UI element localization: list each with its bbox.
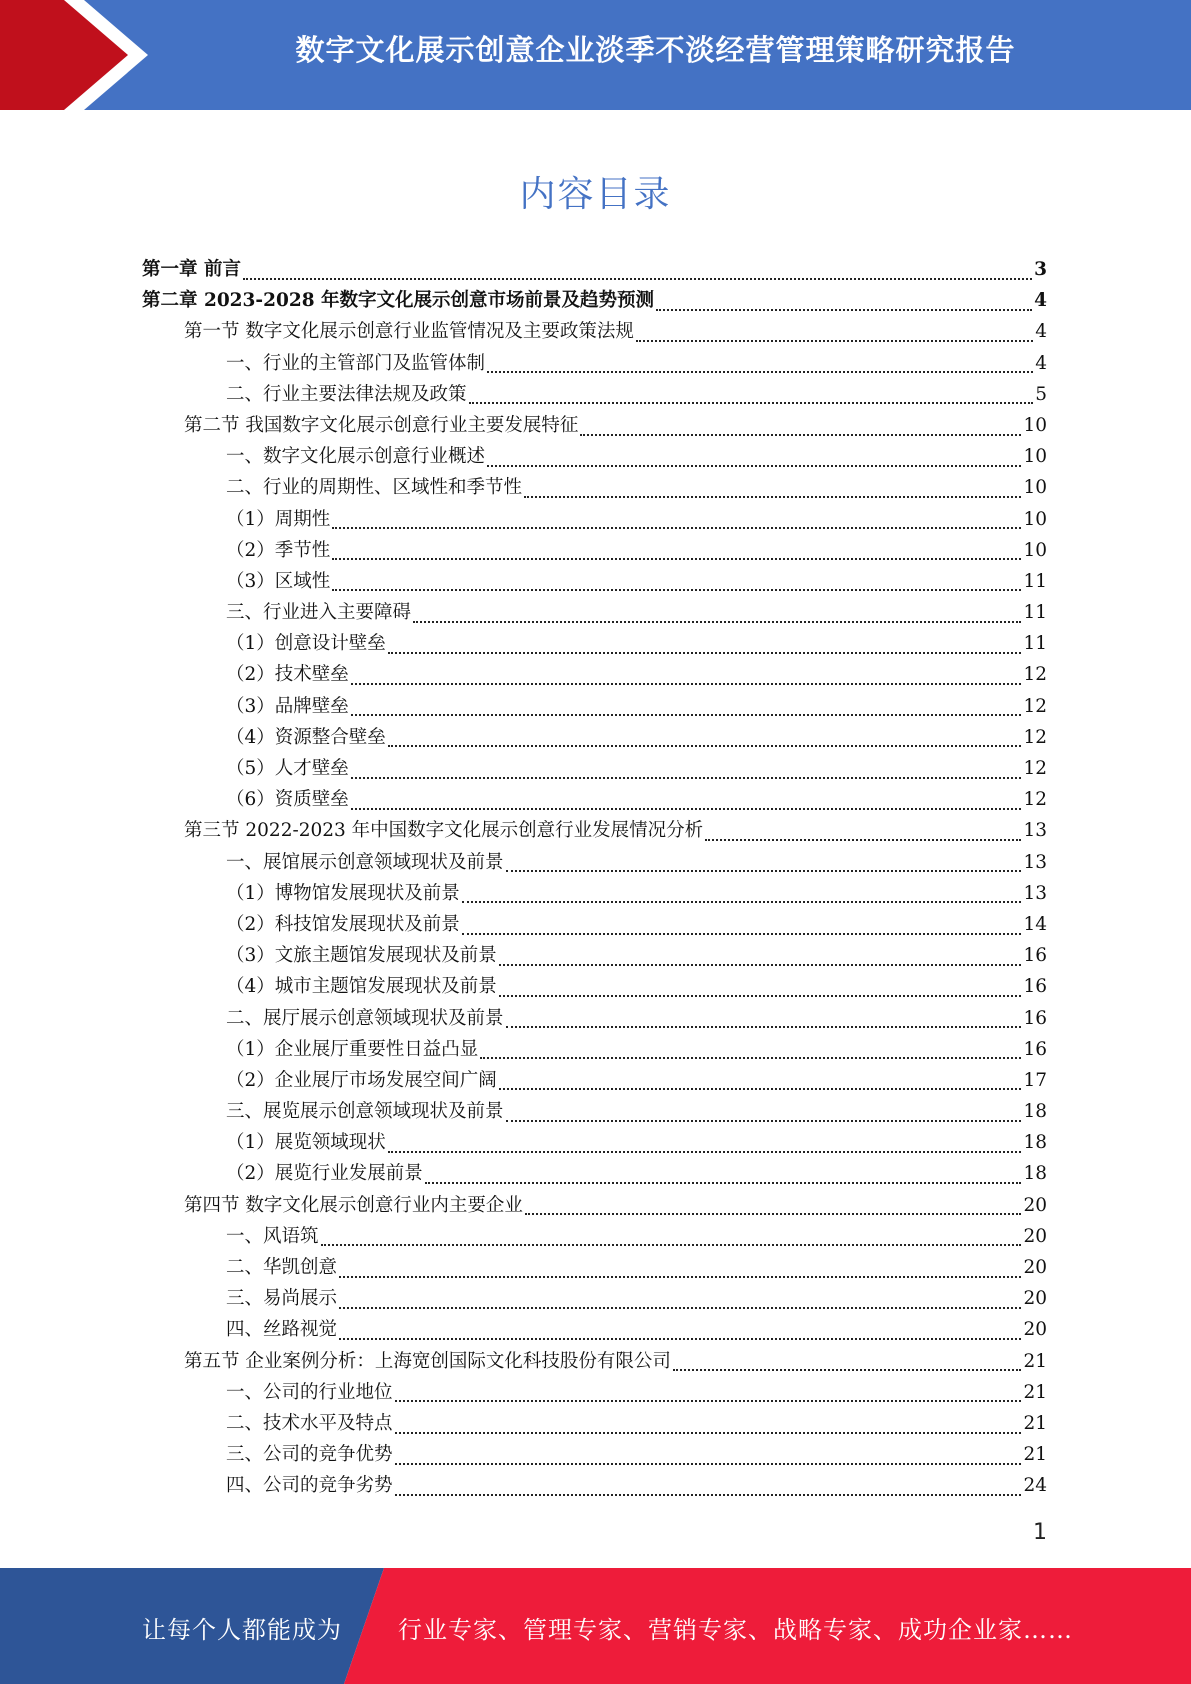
toc-dot-leader bbox=[469, 402, 1034, 404]
toc-entry[interactable] bbox=[142, 1439, 1047, 1470]
toc-entry-label: （1）博物馆发展现状及前景 bbox=[226, 882, 460, 904]
toc-entry-label: 第二节 我国数字文化展示创意行业主要发展特征 bbox=[184, 414, 579, 436]
toc-entry-label: 第三节 2022-2023 年中国数字文化展示创意行业发展情况分析 bbox=[184, 820, 704, 842]
toc-entry-label: 二、华凯创意 bbox=[226, 1257, 338, 1278]
toc-entry-label: （1）企业展厅重要性日益凸显 bbox=[226, 1038, 479, 1060]
toc-entry-page: 4 bbox=[1035, 321, 1047, 343]
toc-entry-label: （1）展览领域现状 bbox=[226, 1132, 386, 1154]
report-title: 数字文化展示创意企业淡季不淡经营管理策略研究报告 bbox=[295, 33, 1016, 67]
toc-entry-page: 12 bbox=[1023, 758, 1047, 779]
toc-entry-page: 21 bbox=[1023, 1412, 1047, 1434]
toc-dot-leader bbox=[506, 870, 1022, 872]
toc-entry[interactable] bbox=[142, 472, 1047, 503]
table-of-contents bbox=[142, 254, 1047, 1502]
page-number: 1 bbox=[1033, 1520, 1047, 1545]
toc-dot-leader bbox=[705, 839, 1021, 841]
toc-heading: 内容目录 bbox=[519, 174, 672, 215]
toc-entry-label: （5）人才壁垒 bbox=[226, 758, 349, 779]
toc-entry-page: 13 bbox=[1023, 882, 1047, 904]
toc-dot-leader bbox=[351, 777, 1022, 779]
toc-dot-leader bbox=[243, 278, 1032, 280]
toc-entry-label: （1）创意设计壁垒 bbox=[226, 633, 386, 655]
toc-entry-label: 一、行业的主管部门及监管体制 bbox=[226, 352, 486, 374]
toc-entry[interactable] bbox=[142, 1314, 1047, 1345]
toc-entry[interactable] bbox=[142, 628, 1047, 659]
toc-dot-leader bbox=[388, 1151, 1022, 1153]
toc-entry-label: （2）企业展厅市场发展空间广阔 bbox=[226, 1069, 497, 1091]
toc-dot-leader bbox=[580, 434, 1021, 436]
toc-entry-label: （2）科技馆发展现状及前景 bbox=[226, 913, 460, 935]
toc-entry-label: 三、展览展示创意领域现状及前景 bbox=[226, 1101, 504, 1123]
toc-entry[interactable] bbox=[142, 1158, 1047, 1189]
toc-entry-label: （6）资质壁垒 bbox=[226, 789, 349, 811]
toc-entry[interactable] bbox=[142, 1408, 1047, 1439]
toc-entry-label: 一、风语筑 bbox=[226, 1225, 319, 1247]
footer-slogan-right: 行业专家、管理专家、营销专家、战略专家、成功企业家…… bbox=[398, 1616, 1073, 1644]
toc-entry[interactable] bbox=[142, 535, 1047, 566]
toc-dot-leader bbox=[487, 371, 1033, 373]
toc-entry-page: 11 bbox=[1023, 633, 1047, 655]
toc-entry-page: 16 bbox=[1023, 1038, 1047, 1060]
toc-entry-label: 一、展馆展示创意领域现状及前景 bbox=[226, 851, 504, 873]
toc-dot-leader bbox=[673, 1369, 1022, 1371]
toc-entry-page: 10 bbox=[1023, 414, 1047, 436]
toc-entry-page: 14 bbox=[1023, 913, 1047, 935]
toc-dot-leader bbox=[351, 683, 1022, 685]
toc-entry[interactable] bbox=[142, 285, 1047, 316]
toc-dot-leader bbox=[332, 589, 1021, 591]
toc-entry-label: （3）区域性 bbox=[226, 570, 331, 592]
toc-dot-leader bbox=[499, 964, 1022, 966]
toc-dot-leader bbox=[332, 558, 1021, 560]
toc-entry-page: 11 bbox=[1023, 570, 1047, 592]
toc-entry-page: 11 bbox=[1023, 602, 1047, 624]
toc-entry[interactable] bbox=[142, 971, 1047, 1002]
toc-dot-leader bbox=[499, 995, 1022, 997]
toc-entry[interactable] bbox=[142, 878, 1047, 909]
toc-entry-page: 16 bbox=[1023, 945, 1047, 967]
toc-entry-page: 20 bbox=[1023, 1319, 1047, 1341]
toc-entry-label: （2）季节性 bbox=[226, 539, 331, 561]
toc-dot-leader bbox=[321, 1244, 1022, 1246]
toc-entry-page: 18 bbox=[1023, 1163, 1047, 1185]
toc-dot-leader bbox=[339, 1276, 1021, 1278]
toc-entry-page: 18 bbox=[1023, 1132, 1047, 1154]
toc-entry-page: 13 bbox=[1023, 820, 1047, 842]
toc-entry-label: （3）品牌壁垒 bbox=[226, 695, 349, 717]
toc-entry-page: 3 bbox=[1034, 259, 1047, 280]
toc-dot-leader bbox=[524, 496, 1021, 498]
toc-entry[interactable] bbox=[142, 815, 1047, 846]
toc-entry-label: 三、行业进入主要障碍 bbox=[226, 602, 412, 624]
toc-dot-leader bbox=[499, 1088, 1022, 1090]
toc-entry-page: 21 bbox=[1023, 1350, 1047, 1372]
toc-entry-label: （1）周期性 bbox=[226, 508, 331, 530]
toc-entry[interactable] bbox=[142, 316, 1047, 347]
toc-entry-page: 21 bbox=[1023, 1381, 1047, 1403]
toc-entry-label: （4）资源整合壁垒 bbox=[226, 726, 386, 748]
toc-entry-label: 三、易尚展示 bbox=[226, 1288, 338, 1310]
toc-entry-page: 10 bbox=[1023, 508, 1047, 530]
toc-entry[interactable] bbox=[142, 1003, 1047, 1034]
header-chevron-graphic bbox=[0, 0, 160, 110]
toc-dot-leader bbox=[462, 901, 1022, 903]
header-band bbox=[0, 0, 1191, 110]
toc-dot-leader bbox=[480, 1057, 1021, 1059]
toc-entry[interactable] bbox=[142, 722, 1047, 753]
toc-entry-page: 12 bbox=[1023, 789, 1047, 811]
toc-dot-leader bbox=[332, 527, 1021, 529]
toc-entry[interactable] bbox=[142, 753, 1047, 784]
toc-entry-label: 一、数字文化展示创意行业概述 bbox=[226, 446, 486, 468]
toc-entry[interactable] bbox=[142, 847, 1047, 878]
footer-slogan-left: 让每个人都能成为 bbox=[142, 1616, 342, 1644]
toc-entry-page: 5 bbox=[1035, 383, 1047, 405]
toc-entry-page: 10 bbox=[1023, 477, 1047, 499]
toc-entry-label: （2）技术壁垒 bbox=[226, 664, 349, 686]
toc-entry[interactable] bbox=[142, 1470, 1047, 1501]
toc-entry[interactable] bbox=[142, 254, 1047, 285]
toc-entry-page: 17 bbox=[1023, 1069, 1047, 1091]
toc-dot-leader bbox=[425, 1182, 1022, 1184]
toc-entry-label: 三、公司的竞争优势 bbox=[226, 1444, 393, 1466]
toc-entry-label: 一、公司的行业地位 bbox=[226, 1381, 393, 1403]
toc-dot-leader bbox=[395, 1463, 1022, 1465]
toc-entry-page: 12 bbox=[1023, 664, 1047, 686]
toc-entry-page: 21 bbox=[1023, 1444, 1047, 1466]
toc-dot-leader bbox=[395, 1494, 1022, 1496]
toc-entry[interactable] bbox=[142, 1034, 1047, 1065]
toc-dot-leader bbox=[388, 745, 1022, 747]
toc-entry-page: 20 bbox=[1023, 1257, 1047, 1278]
toc-entry-label: 四、公司的竞争劣势 bbox=[226, 1475, 393, 1497]
toc-dot-leader bbox=[656, 309, 1032, 311]
toc-entry[interactable] bbox=[142, 441, 1047, 472]
toc-dot-leader bbox=[395, 1400, 1022, 1402]
toc-entry-page: 16 bbox=[1023, 1007, 1047, 1029]
toc-entry-page: 13 bbox=[1023, 851, 1047, 873]
toc-entry[interactable] bbox=[142, 1252, 1047, 1283]
toc-dot-leader bbox=[525, 1213, 1022, 1215]
toc-entry-label: 第一节 数字文化展示创意行业监管情况及主要政策法规 bbox=[184, 321, 634, 343]
toc-entry[interactable] bbox=[142, 1190, 1047, 1221]
toc-entry[interactable] bbox=[142, 1283, 1047, 1314]
toc-entry-label: 二、行业主要法律法规及政策 bbox=[226, 383, 467, 405]
toc-entry-page: 16 bbox=[1023, 976, 1047, 998]
toc-entry-page: 4 bbox=[1034, 290, 1047, 312]
toc-entry-page: 10 bbox=[1023, 539, 1047, 561]
toc-dot-leader bbox=[339, 1307, 1021, 1309]
toc-entry[interactable] bbox=[142, 566, 1047, 597]
toc-entry[interactable] bbox=[142, 1096, 1047, 1127]
toc-dot-leader bbox=[506, 1120, 1022, 1122]
toc-entry[interactable] bbox=[142, 940, 1047, 971]
toc-entry-label: （2）展览行业发展前景 bbox=[226, 1163, 423, 1185]
toc-entry-page: 18 bbox=[1023, 1101, 1047, 1123]
toc-entry[interactable] bbox=[142, 1346, 1047, 1377]
toc-entry-label: 第二章 2023-2028 年数字文化展示创意市场前景及趋势预测 bbox=[142, 290, 655, 312]
toc-dot-leader bbox=[351, 808, 1022, 810]
toc-dot-leader bbox=[506, 1026, 1022, 1028]
toc-entry-label: 四、丝路视觉 bbox=[226, 1319, 338, 1341]
toc-entry[interactable] bbox=[142, 1127, 1047, 1158]
toc-entry-page: 10 bbox=[1023, 446, 1047, 468]
toc-entry[interactable] bbox=[142, 1377, 1047, 1408]
toc-dot-leader bbox=[487, 465, 1021, 467]
footer-band bbox=[0, 1568, 1191, 1684]
toc-entry[interactable] bbox=[142, 691, 1047, 722]
toc-dot-leader bbox=[351, 714, 1022, 716]
toc-entry[interactable] bbox=[142, 348, 1047, 379]
toc-entry-page: 20 bbox=[1023, 1225, 1047, 1247]
toc-entry[interactable] bbox=[142, 659, 1047, 690]
toc-entry[interactable] bbox=[142, 379, 1047, 410]
toc-entry[interactable] bbox=[142, 504, 1047, 535]
toc-dot-leader bbox=[413, 621, 1021, 623]
toc-dot-leader bbox=[462, 933, 1022, 935]
toc-entry-page: 20 bbox=[1023, 1194, 1047, 1216]
toc-dot-leader bbox=[339, 1338, 1021, 1340]
toc-entry-label: 二、行业的周期性、区域性和季节性 bbox=[226, 477, 523, 499]
toc-entry-label: （4）城市主题馆发展现状及前景 bbox=[226, 976, 497, 998]
toc-entry-label: 第五节 企业案例分析：上海宽创国际文化科技股份有限公司 bbox=[184, 1350, 671, 1372]
toc-entry[interactable] bbox=[142, 784, 1047, 815]
toc-dot-leader bbox=[636, 340, 1033, 342]
toc-entry-page: 12 bbox=[1023, 726, 1047, 748]
toc-entry-page: 20 bbox=[1023, 1288, 1047, 1310]
toc-entry-page: 24 bbox=[1023, 1475, 1047, 1497]
toc-entry-page: 12 bbox=[1023, 695, 1047, 717]
toc-entry[interactable] bbox=[142, 1221, 1047, 1252]
toc-entry-label: 二、技术水平及特点 bbox=[226, 1412, 393, 1434]
toc-dot-leader bbox=[388, 652, 1022, 654]
toc-entry-label: 第一章 前言 bbox=[142, 259, 241, 280]
toc-entry[interactable] bbox=[142, 1065, 1047, 1096]
toc-entry-label: 二、展厅展示创意领域现状及前景 bbox=[226, 1007, 504, 1029]
toc-dot-leader bbox=[395, 1432, 1022, 1434]
chevron-red-fill bbox=[0, 0, 128, 110]
toc-entry[interactable] bbox=[142, 597, 1047, 628]
toc-entry-page: 4 bbox=[1035, 352, 1047, 374]
toc-entry[interactable] bbox=[142, 909, 1047, 940]
toc-entry-label: 第四节 数字文化展示创意行业内主要企业 bbox=[184, 1194, 523, 1216]
toc-entry[interactable] bbox=[142, 410, 1047, 441]
toc-entry-label: （3）文旅主题馆发展现状及前景 bbox=[226, 945, 497, 967]
